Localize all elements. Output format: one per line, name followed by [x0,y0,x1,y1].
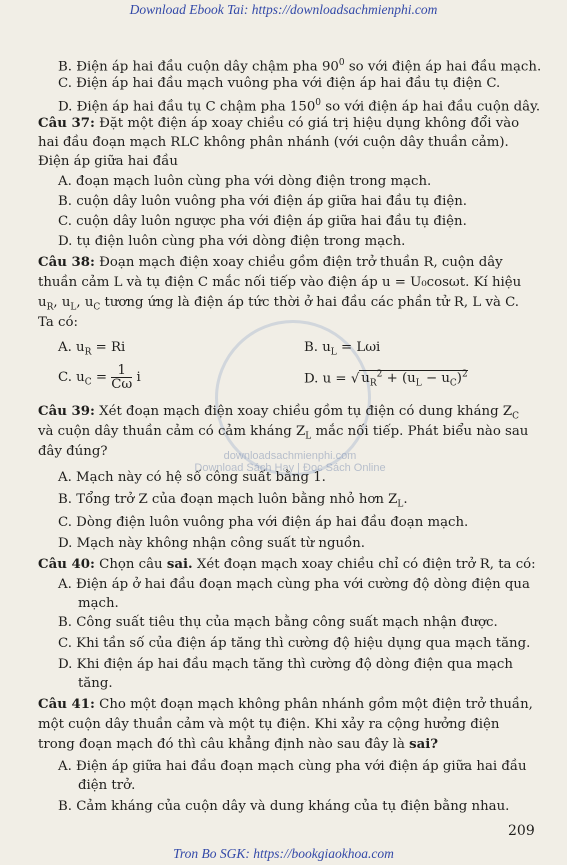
text-line: hai đầu đoạn mạch RLC không phân nhánh (với cuộn dây thuần cảm). [38,135,509,150]
option-line: B. Tổng trở Z của đoạn mạch luôn bằng nhỏ hơn $Z_L$. [58,492,408,510]
option-line: C. Khi tần số của điện áp tăng thì cường độ hiệu dụng qua mạch tăng. [58,636,531,651]
option-line: A. Điện áp giữa hai đầu đoạn mạch cùng pha với điện áp giữa hai đầu [58,759,527,774]
option-b: B. $u_L = L\omega i$ [304,340,381,358]
option-line: tăng. [78,676,113,691]
watermark-tagline: Download Sách Hay | Đọc Sách Online [194,462,386,474]
option-line: B. Điện áp hai đầu cuộn dây chậm pha $90^0$ so với điện áp hai đầu mạch. [58,58,542,75]
option-line: mạch. [78,596,119,611]
option-line: B. Công suất tiêu thụ của mạch bằng công suất mạch nhận được. [58,615,498,630]
text-line: trong đoạn mạch đó thì câu khẳng định nào sau đây là sai? [38,737,439,752]
text-line: Ta có: [38,315,78,330]
option-d: D. u = √ $u_R^2 + (u_L - u_C)^2$ [304,370,468,390]
option-c: C. $u_C$ = $\frac{1}{C\omega}$ i [58,363,141,392]
question-40: Câu 40: Chọn câu sai. Xét đoạn mạch xoay chiều chỉ có điện trở R, ta có: [38,557,536,572]
watermark-url: downloadsachmienphi.com [223,450,357,462]
text-line: thuần cảm L và tụ điện C mắc nối tiếp vào điện áp u = U₀cosωt. Kí hiệu [38,275,522,290]
option-line: B. cuộn dây luôn vuông pha với điện áp giữa hai đầu tụ điện. [58,194,467,209]
option-line: C. Dòng điện luôn vuông pha với điện áp hai đầu đoạn mạch. [58,515,469,530]
text-line: $u_R$, $u_L$, $u_C$ tương ứng là điện áp tức thời ở hai đầu các phần tử R, L và C. [38,295,520,313]
option-line: A. đoạn mạch luôn cùng pha với dòng điện trong mạch. [58,174,432,189]
option-line: B. Cảm kháng của cuộn dây và dung kháng của tụ điện bằng nhau. [58,799,510,814]
header-link[interactable]: Download Ebook Tai: https://downloadsachmienphi.com [129,2,438,17]
option-line: C. cuộn dây luôn ngược pha với điện áp giữa hai đầu tụ điện. [58,214,467,229]
option-line: D. Mạch này không nhận công suất từ nguồn. [58,536,365,551]
question-38: Câu 38: Đoạn mạch điện xoay chiều gồm điện trở thuần R, cuộn dây [38,255,503,270]
question-41: Câu 41: Cho một đoạn mạch không phân nhánh gồm một điện trở thuần, [38,697,533,712]
option-line: D. Điện áp hai đầu tụ C chậm pha $150^0$ so với điện áp hai đầu cuộn dây. [58,98,541,115]
option-line: D. Khi điện áp hai đầu mạch tăng thì cường độ dòng điện qua mạch [58,657,513,672]
option-line: D. tụ điện luôn cùng pha với dòng điện trong mạch. [58,234,406,249]
question-39: Câu 39: Xét đoạn mạch điện xoay chiều gồm tụ điện có dung kháng $Z_C$ [38,404,519,422]
text-line: Điện áp giữa hai đầu [38,154,178,169]
option-line: C. Điện áp hai đầu mạch vuông pha với điện áp hai đầu tụ điện C. [58,76,501,91]
text-line: và cuộn dây thuần cảm có cảm kháng $Z_L$ mắc nối tiếp. Phát biểu nào sau [38,424,529,442]
text-line: một cuộn dây thuần cảm và một tụ điện. Khi xảy ra cộng hưởng điện [38,717,500,732]
option-a: A. $u_R = Ri$ [58,340,126,358]
question-37: Câu 37: Đặt một điện áp xoay chiều có giá trị hiệu dụng không đổi vào [38,116,520,131]
option-line: điện trở. [78,778,136,793]
option-line: A. Điện áp ở hai đầu đoạn mạch cùng pha với cường độ dòng điện qua [58,577,530,592]
footer-link[interactable]: Tron Bo SGK: https://bookgiaokhoa.com [173,846,394,861]
text-line: đây đúng? [38,444,108,459]
option-line: A. Mạch này có hệ số công suất bằng 1. [58,470,326,485]
page-number: 209 [508,823,535,839]
